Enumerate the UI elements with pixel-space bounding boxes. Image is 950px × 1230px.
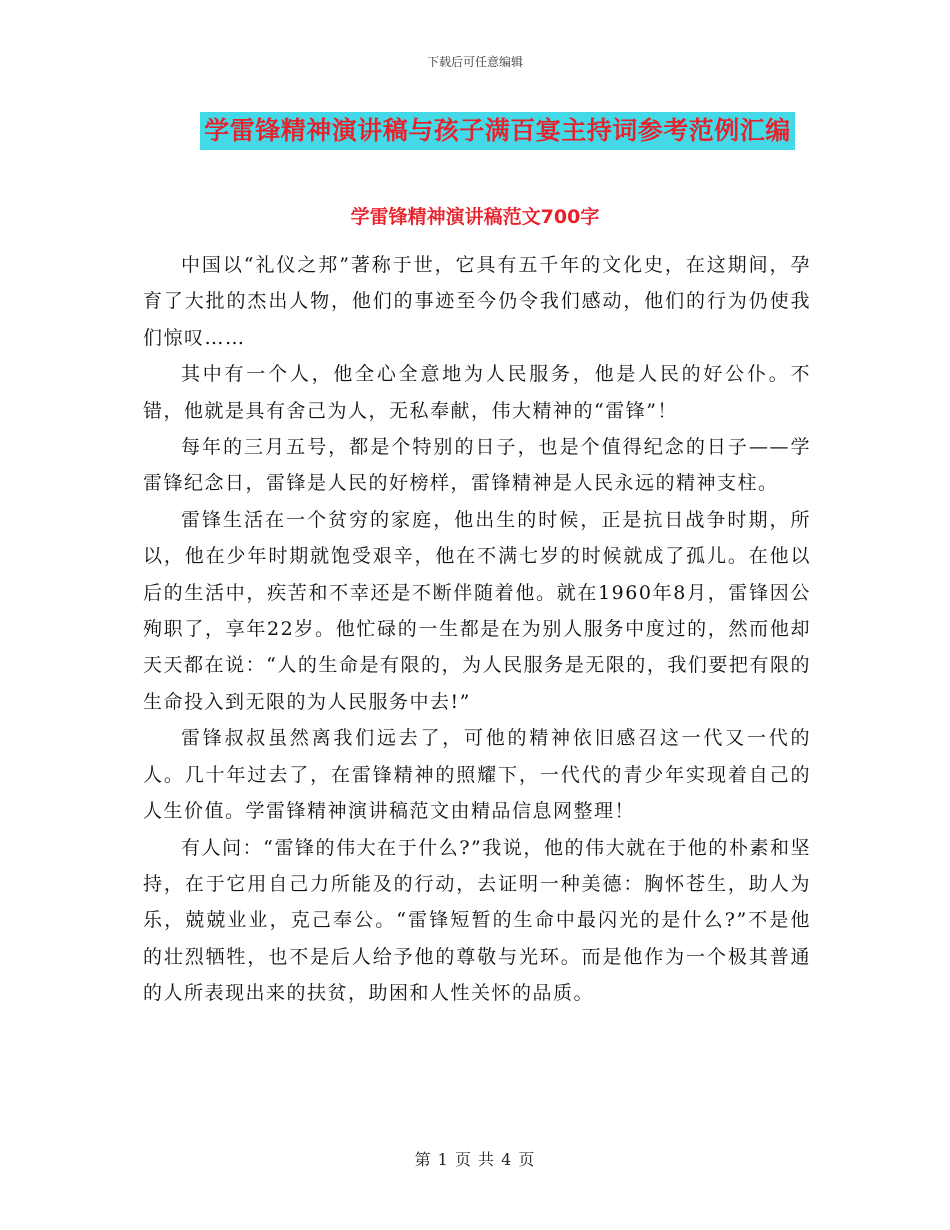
paragraph-1: 中国以“礼仪之邦”著称于世，它具有五千年的文化史，在这期间，孕育了大批的杰出人物，他们的事迹至今仍令我们感动，他们的行为仍使我们惊叹……	[143, 254, 811, 349]
document-body	[143, 247, 811, 1012]
paragraph-3: 每年的三月五号，都是个特别的日子，也是个值得纪念的日子——学雷锋纪念日，雷锋是人民的好榜样，雷锋精神是人民永远的精神支柱。	[143, 436, 811, 495]
document-title-container	[0, 112, 950, 150]
paragraph-4: 雷锋生活在一个贫穷的家庭，他出生的时候，正是抗日战争时期，所以，他在少年时期就饱受艰辛，他在不满七岁的时候就成了孤儿。在他以后的生活中，疾苦和不幸还是不断伴随着他。就在1960年8月，雷锋因公殉职了，享年22岁。他忙碌的一生都是在为别人服务中度过的，然而他却天天都在说：“人的生命是有限的，为人民服务是无限的，我们要把有限的生命投入到无限的为人民服务中去!”	[143, 508, 811, 713]
section-title: 学雷锋精神演讲稿范文700字	[350, 206, 600, 228]
page-header-note: 下载后可任意编辑	[426, 55, 523, 69]
page-number-footer: 第 1 页 共 4 页	[414, 1150, 536, 1169]
document-title: 学雷锋精神演讲稿与孩子满百宴主持词参考范例汇编	[200, 112, 795, 150]
paragraph-2: 其中有一个人，他全心全意地为人民服务，他是人民的好公仆。不错，他就是具有舍己为人，无私奉献，伟大精神的“雷锋”！	[143, 363, 811, 422]
paragraph-5: 雷锋叔叔虽然离我们远去了，可他的精神依旧感召这一代又一代的人。几十年过去了，在雷锋精神的照耀下，一代代的青少年实现着自己的人生价值。学雷锋精神演讲稿范文由精品信息网整理！	[143, 727, 811, 823]
paragraph-6: 有人问：“雷锋的伟大在于什么?”我说，他的伟大就在于他的朴素和坚持，在于它用自己力所能及的行动，去证明一种美德：胸怀苍生，助人为乐，兢兢业业，克己奉公。“雷锋短暂的生命中最闪光的是什么?”不是他的壮烈牺牲，也不是后人给予他的尊敬与光环。而是他作为一个极其普通的人所表现出来的扶贫，助困和人性关怀的品质。	[143, 836, 811, 1005]
